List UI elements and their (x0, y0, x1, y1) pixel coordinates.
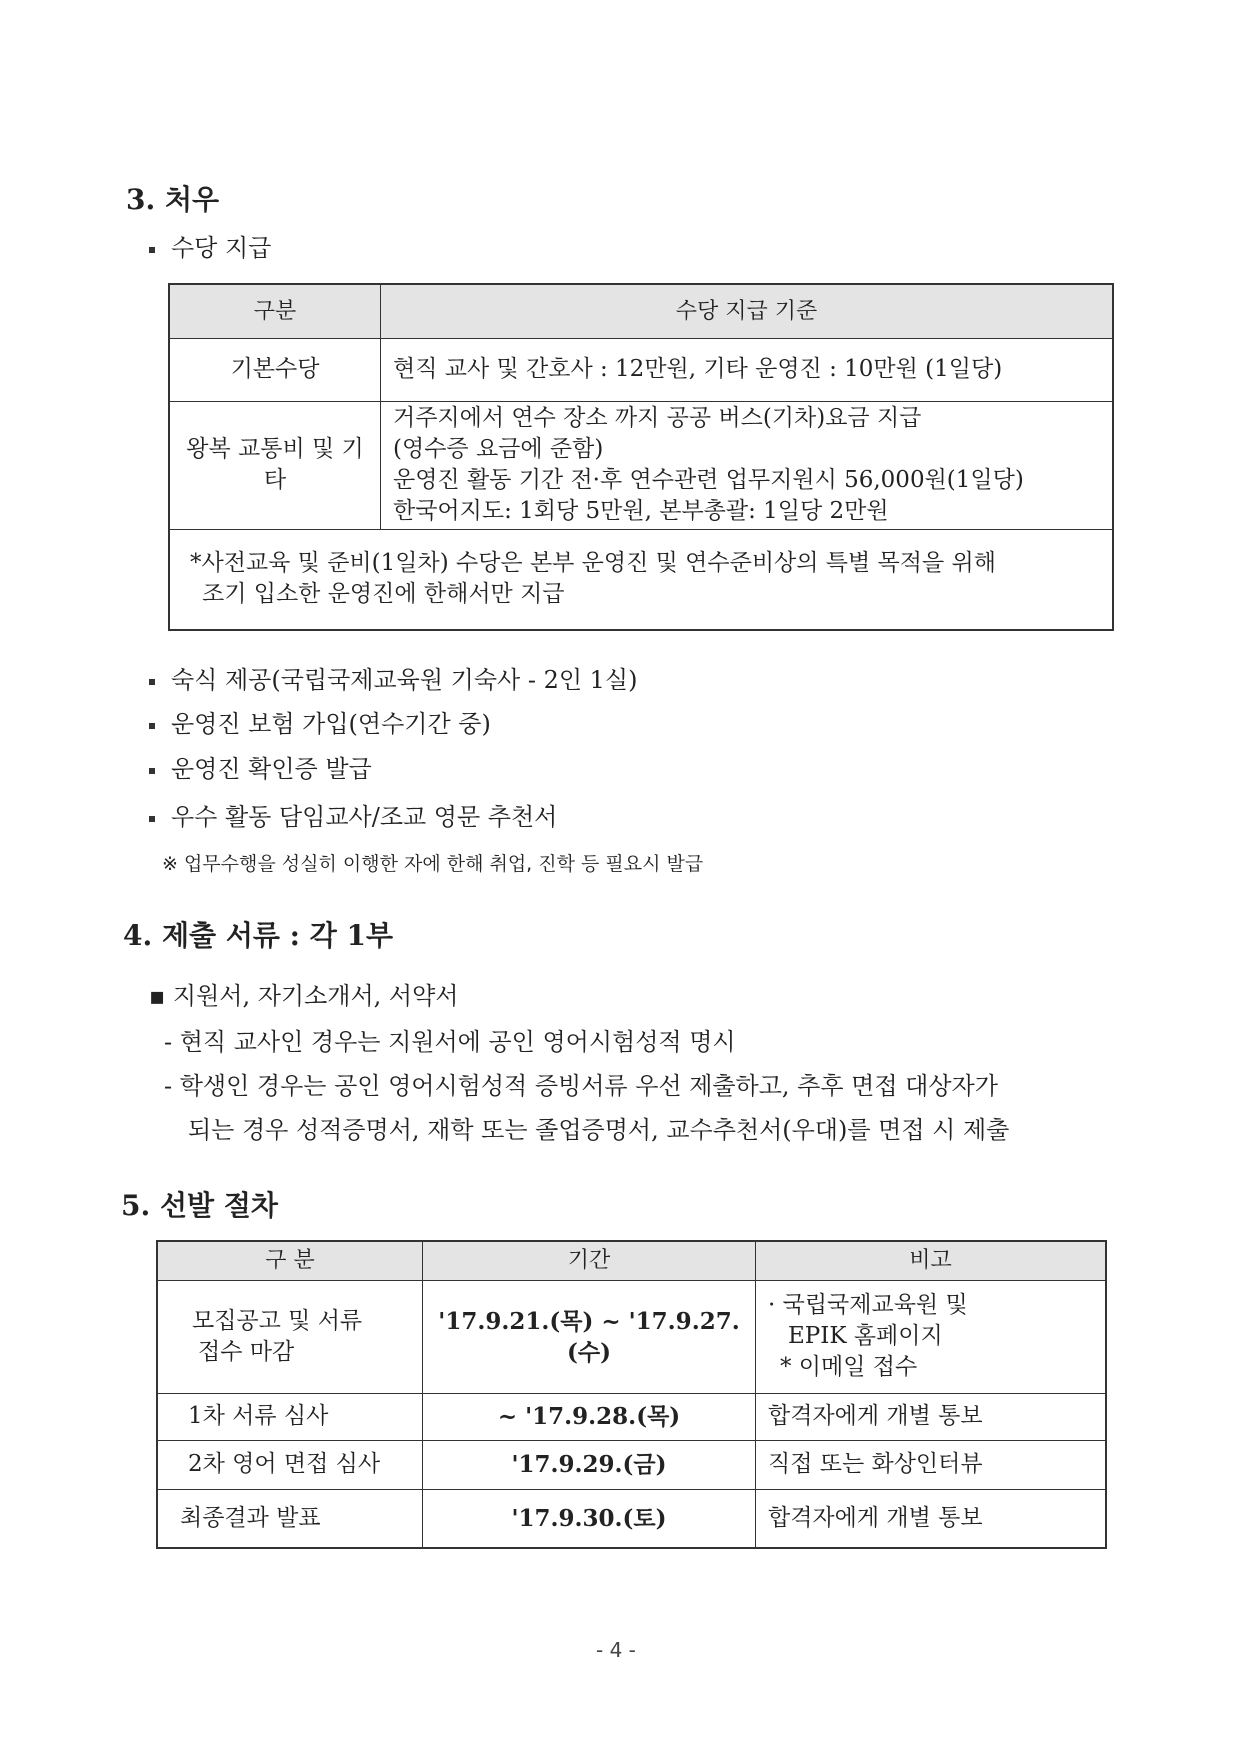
note: 합격자에게 개별 통보 (756, 1393, 1107, 1440)
row-value: 현직 교사 및 간호사 : 12만원, 기타 운영진 : 10만원 (1일당) (381, 338, 1114, 401)
selection-table (156, 1240, 1107, 1549)
benefit-item: 숙식 제공(국립국제교육원 기숙사 - 2인 1실) (149, 660, 637, 695)
section-3-title: 3. 처우 (126, 183, 220, 216)
header-note: 비고 (756, 1241, 1107, 1280)
documents-detail: - 현직 교사인 경우는 지원서에 공인 영어시험성적 명시 (164, 1028, 736, 1056)
note: 직접 또는 화상인터뷰 (756, 1440, 1107, 1489)
period: '17.9.29.(금) (423, 1440, 756, 1489)
page-number: - 4 - (596, 1638, 636, 1662)
period: '17.9.30.(토) (423, 1489, 756, 1548)
section-4-title: 4. 제출 서류 : 각 1부 (123, 919, 394, 952)
row-value: 거주지에서 연수 장소 까지 공공 버스(기차)요금 지급 (영수증 요금에 준함) 운영진 활동 기간 전·후 연수관련 업무지원시 56,000원(1일당) 한국어지도: 1회당 5만원, 본부총괄: 1일당 2만원 (381, 401, 1114, 529)
bullet-icon (149, 816, 155, 822)
allowance-table (168, 283, 1114, 631)
period: '17.9.21.(목) ~ '17.9.27.(수) (423, 1280, 756, 1393)
header-category: 구분 (169, 284, 381, 338)
documents-detail: 되는 경우 성적증명서, 재학 또는 졸업증명서, 교수추천서(우대)를 면접 시 제출 (188, 1116, 1010, 1144)
bullet-icon (149, 679, 155, 685)
stage: 1차 서류 심사 (157, 1393, 423, 1440)
benefit-item: 운영진 보험 가입(연수기간 중) (149, 704, 491, 739)
benefit-item: 운영진 확인증 발급 (149, 749, 372, 784)
header-period: 기간 (423, 1241, 756, 1280)
section-3-subtitle: 수당 지급 (149, 228, 271, 263)
note: 합격자에게 개별 통보 (756, 1489, 1107, 1548)
benefit-item: 우수 활동 담임교사/조교 영문 추천서 (149, 797, 557, 832)
documents-item: ▪ 지원서, 자기소개서, 서약서 (149, 982, 459, 1010)
row-label: 왕복 교통비 및 기타 (169, 401, 381, 529)
header-criteria: 수당 지급 기준 (381, 284, 1114, 338)
header-stage: 구 분 (157, 1241, 423, 1280)
stage: 최종결과 발표 (157, 1489, 423, 1548)
remark: ※ 업무수행을 성실히 이행한 자에 한해 취업, 진학 등 필요시 발급 (162, 853, 704, 875)
stage: 2차 영어 면접 심사 (157, 1440, 423, 1489)
row-label: 기본수당 (169, 338, 381, 401)
bullet-icon (149, 768, 155, 774)
period: ~ '17.9.28.(목) (423, 1393, 756, 1440)
stage: 모집공고 및 서류 접수 마감 (157, 1280, 423, 1393)
section-5-title: 5. 선발 절차 (121, 1189, 278, 1222)
bullet-icon (149, 247, 155, 253)
table-note: *사전교육 및 준비(1일차) 수당은 본부 운영진 및 연수준비상의 특별 목적을 위해 조기 입소한 운영진에 한해서만 지급 (169, 529, 1113, 630)
note: · 국립국제교육원 및 EPIK 홈페이지 * 이메일 접수 (756, 1280, 1107, 1393)
bullet-icon (149, 723, 155, 729)
documents-detail: - 학생인 경우는 공인 영어시험성적 증빙서류 우선 제출하고, 추후 면접 대상자가 (164, 1072, 998, 1100)
